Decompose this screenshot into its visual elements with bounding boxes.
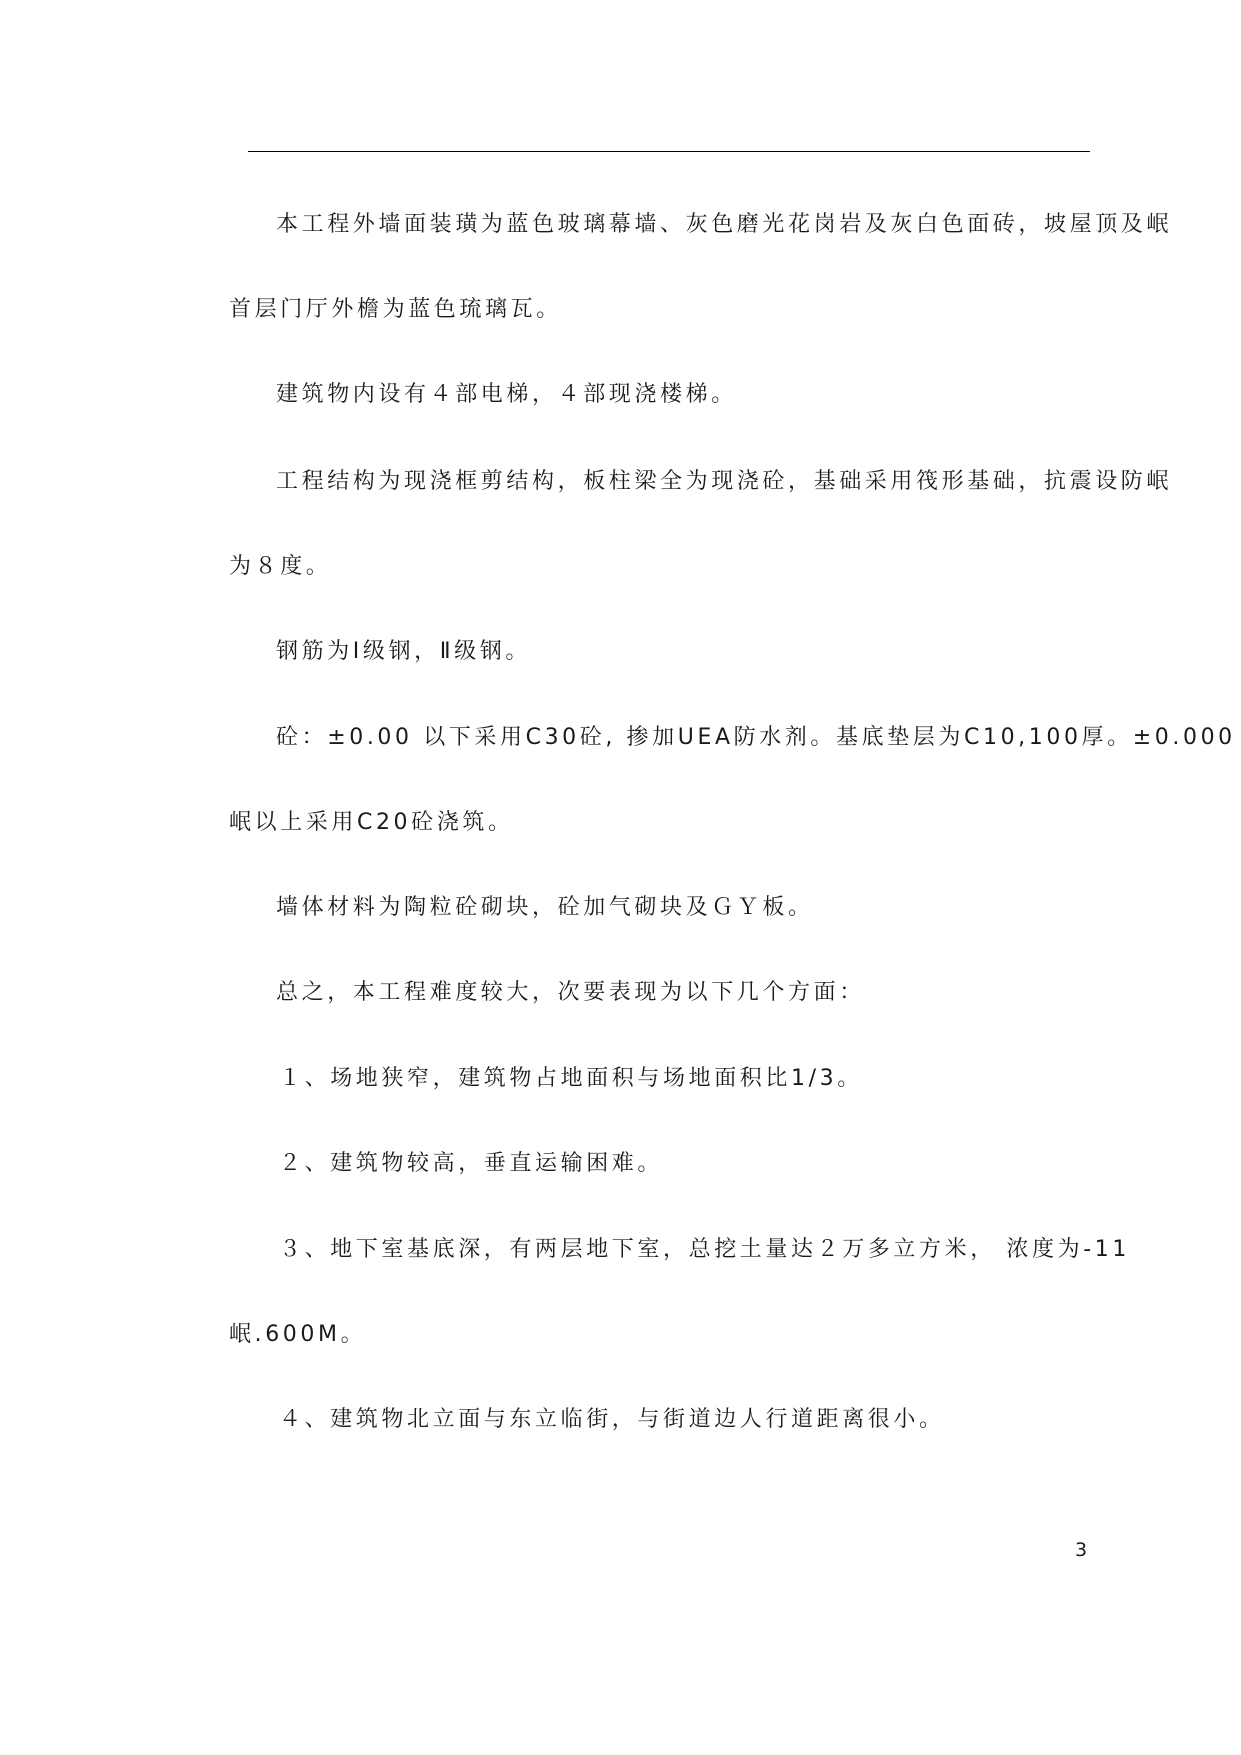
list-item-3-line1: ３、地下室基底深，有两层地下室，总挖土量达２万多立方米， 浓度为-11	[279, 1237, 1130, 1262]
paragraph-elevators: 建筑物内设有４部电梯，４部现浇楼梯。	[276, 382, 737, 407]
paragraph-structure-line1: 工程结构为现浇框剪结构，板柱梁全为现浇砼，基础采用筏形基础，抗震设防岷	[276, 469, 1173, 494]
paragraph-rebar: 钢筋为Ⅰ级钢，Ⅱ级钢。	[276, 639, 531, 664]
list-item-2: ２、建筑物较高，垂直运输困难。	[279, 1151, 664, 1176]
list-item-4: ４、建筑物北立面与东立临街，与街道边人行道距离很小。	[279, 1407, 945, 1432]
header-rule	[248, 151, 1090, 152]
page-number: 3	[1075, 1539, 1088, 1561]
list-item-3-line2: 岷.600M。	[229, 1322, 367, 1347]
paragraph-facade-line1: 本工程外墙面装璜为蓝色玻璃幕墙、灰色磨光花岗岩及灰白色面砖，坡屋顶及岷	[276, 212, 1173, 237]
paragraph-structure-line2: 为８度。	[229, 554, 332, 579]
paragraph-wall-materials: 墙体材料为陶粒砼砌块，砼加气砌块及ＧＹ板。	[276, 895, 814, 920]
list-item-1: １、场地狭窄，建筑物占地面积与场地面积比1/3。	[279, 1066, 863, 1091]
paragraph-concrete-line1: 砼：±0.00 以下采用C30砼, 掺加UEA防水剂。基底垫层为C10,100厚。±0.000	[276, 725, 1236, 750]
paragraph-summary: 总之，本工程难度较大，次要表现为以下几个方面：	[276, 980, 865, 1005]
paragraph-facade-line2: 首层门厅外檐为蓝色琉璃瓦。	[229, 297, 562, 322]
paragraph-concrete-line2: 岷以上采用C20砼浇筑。	[229, 810, 514, 835]
